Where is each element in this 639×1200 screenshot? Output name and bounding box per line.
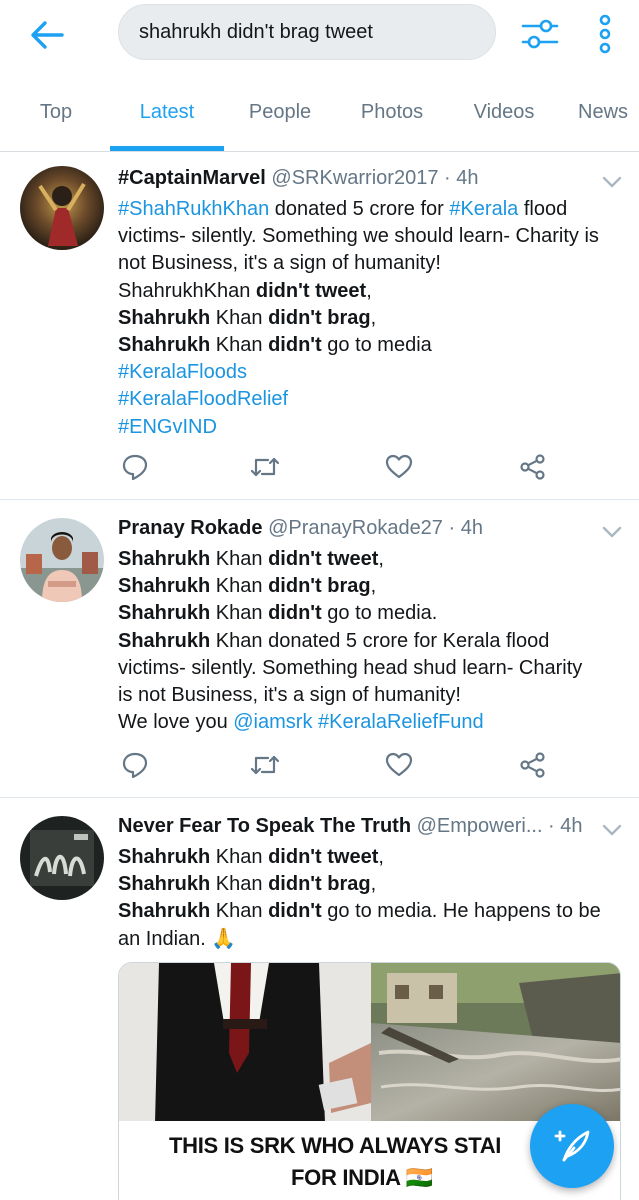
chevron-down-icon[interactable]: [600, 520, 624, 544]
bold-text: didn't brag: [268, 306, 371, 329]
bold-text: Shahrukh: [118, 602, 211, 625]
text-segment: Khan: [210, 846, 269, 868]
bold-text: Shahrukh: [118, 873, 211, 896]
tab-latest[interactable]: Latest: [139, 100, 195, 123]
text-segment: ShahrukhKhan: [118, 279, 256, 302]
text-segment: Khan: [210, 548, 269, 570]
bold-text: Shahrukh: [118, 575, 211, 598]
like-button[interactable]: [382, 450, 416, 484]
share-button[interactable]: [516, 450, 550, 484]
bold-text: didn't tweet: [268, 548, 379, 570]
tab-photos[interactable]: Photos: [360, 100, 424, 123]
bold-text: didn't brag: [268, 873, 371, 896]
user-avatar-image: [20, 816, 104, 900]
timestamp: 4h: [560, 815, 583, 837]
text-segment: We love you: [118, 711, 234, 734]
hashtag-link[interactable]: #KeralaReliefFund: [318, 711, 484, 734]
retweet-icon: [250, 751, 280, 779]
separator: ·: [438, 167, 457, 189]
chevron-down-icon[interactable]: [600, 170, 624, 194]
tweet[interactable]: [0, 152, 639, 500]
hashtag-link[interactable]: #Kerala: [449, 198, 519, 220]
text-line: [118, 844, 628, 871]
retweet-button[interactable]: [248, 748, 282, 782]
share-icon: [519, 453, 547, 481]
share-button[interactable]: [516, 748, 550, 782]
text-segment: ,: [370, 575, 377, 598]
tab-videos[interactable]: Videos: [473, 100, 535, 123]
text-segment: Khan: [210, 602, 269, 625]
bold-text: Shahrukh: [118, 548, 211, 570]
reply-button[interactable]: [118, 748, 152, 782]
top-bar: [0, 0, 639, 72]
text-line: [118, 871, 628, 898]
text-line: an Indian. 🙏: [118, 927, 237, 950]
back-button[interactable]: [24, 14, 70, 56]
text-line: [118, 546, 628, 573]
bold-text: didn't tweet: [255, 279, 367, 302]
bold-text: Shahrukh: [118, 629, 211, 652]
tweet-text: [118, 196, 628, 441]
text-segment: Khan: [210, 873, 269, 896]
text-segment: flood: [518, 198, 568, 220]
text-line: [118, 898, 628, 925]
display-name[interactable]: Pranay Rokade: [118, 517, 263, 539]
text-segment: go to media: [321, 334, 432, 357]
bold-text: Shahrukh: [118, 900, 211, 923]
heart-icon: [385, 453, 413, 481]
chevron-down-icon[interactable]: [600, 818, 624, 842]
text-segment: Khan: [210, 575, 269, 598]
avatar[interactable]: [20, 166, 104, 250]
text-segment: Khan: [210, 900, 269, 923]
arrow-left-icon: [30, 20, 64, 50]
text-segment: donated 5 crore for: [269, 198, 450, 220]
caption-line: FOR INDIA 🇮🇳: [291, 1165, 433, 1190]
bold-text: didn't: [268, 334, 322, 357]
search-filter-button[interactable]: [518, 12, 562, 56]
retweet-button[interactable]: [248, 450, 282, 484]
active-tab-indicator: [110, 146, 224, 151]
text-line: not Business, it's a sign of humanity!: [118, 252, 441, 275]
tab-people[interactable]: People: [248, 100, 312, 123]
hashtag-link[interactable]: #KeralaFloodRelief: [118, 388, 289, 411]
bold-text: didn't tweet: [268, 846, 379, 868]
separator: ·: [442, 517, 461, 539]
bold-text: Shahrukh: [118, 846, 211, 868]
hashtag-link[interactable]: #ShahRukhKhan: [118, 198, 270, 220]
hashtag-link[interactable]: #ENGvIND: [118, 415, 217, 438]
tweet[interactable]: [0, 500, 639, 798]
bold-text: didn't: [268, 602, 322, 625]
text-line: [118, 709, 628, 736]
text-line: [118, 305, 628, 332]
text-segment: ,: [370, 306, 377, 329]
overflow-menu-button[interactable]: [588, 10, 622, 58]
search-tabs: [0, 72, 639, 152]
user-avatar-image: [20, 166, 104, 250]
text-segment: go to media.: [321, 602, 438, 625]
reply-icon: [121, 751, 149, 779]
text-line: [118, 600, 628, 627]
photo-collage: [119, 963, 621, 1123]
tweet-header: [118, 164, 628, 192]
text-segment: ,: [378, 846, 384, 868]
bold-text: Shahrukh: [118, 306, 211, 329]
tab-top[interactable]: Top: [39, 100, 73, 123]
tweet-text: [118, 844, 628, 953]
text-line: [118, 628, 628, 655]
reply-icon: [121, 453, 149, 481]
tweet-header: [118, 812, 628, 840]
bold-text: didn't brag: [268, 575, 371, 598]
timestamp: 4h: [460, 517, 483, 539]
share-icon: [519, 751, 547, 779]
tweet-header: [118, 514, 628, 542]
heart-icon: [385, 751, 413, 779]
text-line: [118, 573, 628, 600]
user-avatar-image: [20, 518, 104, 602]
compose-feather-icon: [550, 1124, 594, 1168]
text-segment: Khan: [210, 306, 269, 329]
text-line: is not Business, it's a sign of humanity!: [118, 684, 461, 707]
bold-text: didn't: [268, 900, 322, 923]
text-line: [118, 278, 628, 305]
like-button[interactable]: [382, 748, 416, 782]
text-line: [118, 196, 628, 223]
text-segment: ,: [366, 279, 372, 302]
text-segment: Khan donated 5 crore for Kerala flood: [210, 629, 550, 652]
tweet-actions: [118, 450, 558, 484]
text-segment: ,: [370, 873, 377, 896]
retweet-icon: [250, 453, 280, 481]
separator: ·: [542, 815, 561, 837]
avatar[interactable]: [20, 816, 104, 900]
more-vertical-icon: [595, 14, 615, 54]
text-segment: ,: [378, 548, 384, 570]
text-segment: go to media. He happens to be: [321, 900, 601, 923]
compose-tweet-button[interactable]: [530, 1104, 614, 1188]
reply-button[interactable]: [118, 450, 152, 484]
bold-text: Shahrukh: [118, 334, 211, 357]
caption-line: THIS IS SRK WHO ALWAYS STAI: [169, 1133, 502, 1158]
avatar[interactable]: [20, 518, 104, 602]
sliders-icon: [520, 14, 560, 54]
text-line: victims- silently. Something head shud learn- Charity: [118, 656, 583, 679]
text-segment: Khan: [210, 334, 269, 357]
display-name[interactable]: Never Fear To Speak The Truth: [118, 815, 412, 837]
text-line: victims- silently. Something we should learn- Charity is: [118, 225, 599, 248]
user-handle[interactable]: @PranayRokade27: [268, 517, 443, 539]
tab-news[interactable]: News: [578, 100, 629, 123]
tweet-text: [118, 546, 628, 736]
search-input[interactable]: [118, 4, 496, 60]
search-query: shahrukh didn't brag tweet: [139, 20, 373, 43]
tweet-actions: [118, 748, 558, 782]
timestamp: 4h: [456, 167, 479, 189]
user-handle[interactable]: @Empoweri...: [416, 815, 543, 837]
user-handle[interactable]: @SRKwarrior2017: [271, 167, 439, 189]
text-line: [118, 332, 628, 359]
hashtag-link[interactable]: #KeralaFloods: [118, 361, 247, 384]
display-name[interactable]: #CaptainMarvel: [118, 167, 266, 189]
mention-link[interactable]: @iamsrk: [233, 711, 313, 734]
